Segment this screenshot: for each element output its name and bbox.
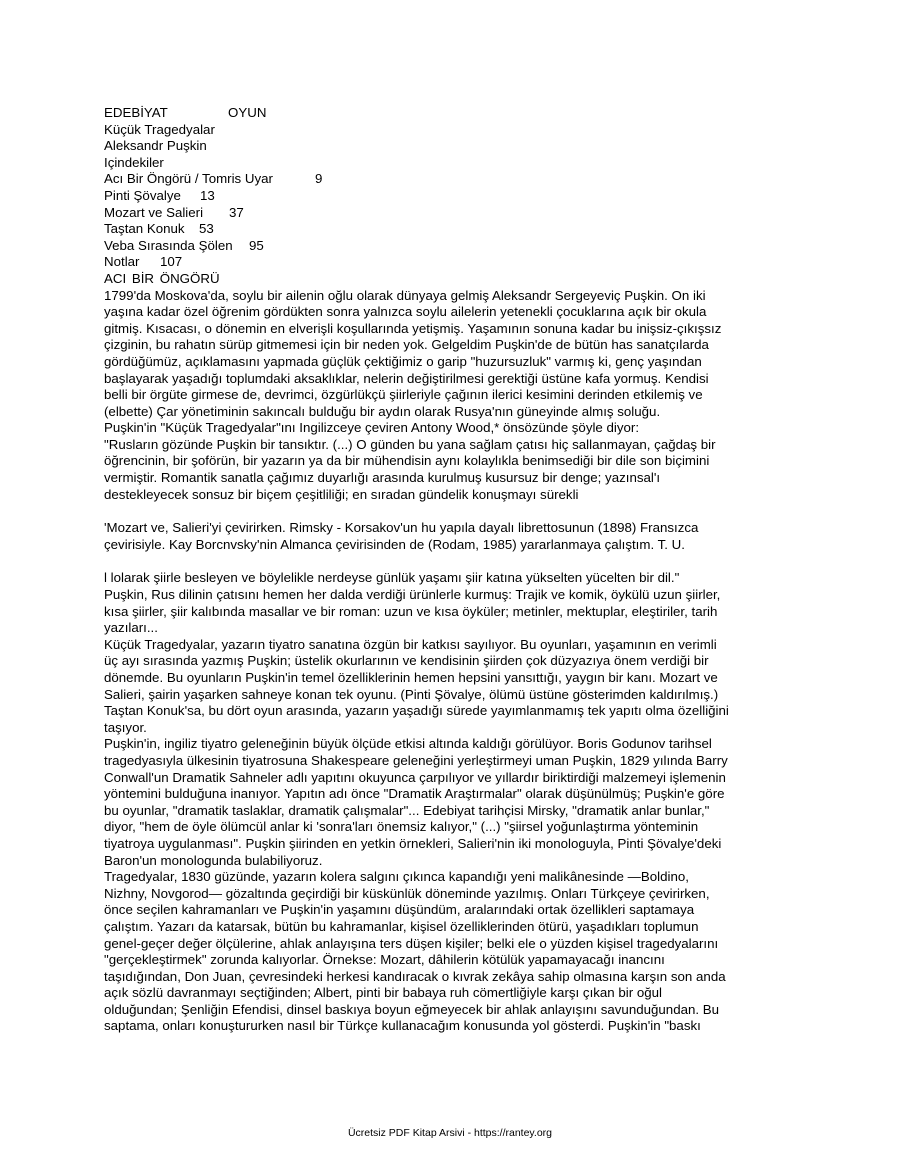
- text-line: bu oyunlar, "dramatik taslaklar, dramatik çalışmalar"... Edebiyat tarihçisi Mirsky, "dramatik anlar bunlar,": [104, 802, 710, 818]
- text-line: Taştan Konuk'sa, bu dört oyun arasında, yazarın yaşadığı sürede yayımlanmamış tek yapıtı olma özelliğini: [104, 703, 729, 719]
- text-line: taşıdığından, Don Juan, çevresindeki herkesi kandıracak o kıvrak zekâya sahip olmasına karşın son anda: [104, 968, 726, 984]
- book-title: Küçük Tragedyalar: [104, 121, 215, 137]
- toc-item-title: Pinti Şövalye: [104, 187, 181, 203]
- toc-item-page: 13: [200, 187, 215, 203]
- text-line: (elbette) Çar yönetiminin sakıncalı bulduğu bir aydın olarak Rusya'nın güneyinde almış soluğu.: [104, 403, 661, 419]
- toc-item-title: Notlar: [104, 254, 140, 270]
- text-line: diyor, "hem de öyle ölümcül anlar ki 'sonra'ları önemsiz kalıyor," (...) "şiirsel yoğunlaştırma yönteminin: [104, 819, 699, 835]
- text-line: gitmiş. Kısacası, o dönemin en elverişli koşullarında yetişmiş. Yaşamının sonuna kadar bu inişsiz-çıkışsız: [104, 320, 722, 336]
- text-line: yaşına kadar özel öğrenim gördükten sonra yalnızca soylu ailelerin yetenekli çocuklarına açık bir okula: [104, 304, 707, 320]
- footnote: [104, 520, 794, 553]
- text-line: 1799'da Moskova'da, soylu bir ailenin oğlu olarak dünyaya gelmiş Aleksandr Sergeyeviç Puşkin. On iki: [104, 287, 706, 303]
- text-line: Puşkin'in "Küçük Tragedyalar"ını Ingilizceye çeviren Antony Wood,* önsözünde şöyle diyor:: [104, 420, 640, 436]
- text-line: Baron'un monologunda bulabiliyoruz.: [104, 852, 323, 868]
- text-line: dönemde. Bu oyunların Puşkin'in temel özelliklerinin hemen hepsini yansıttığı, yaygın bir kanı. Mozart ve: [104, 670, 718, 685]
- text-line: başlayarak yaşadığı toplumdaki aksaklıklar, nelerin değiştirilmesi gerektiği üstüne kafa yormuş. Kendisi: [104, 370, 709, 386]
- author-name: Aleksandr Puşkin: [104, 138, 207, 154]
- text-line: Nizhny, Novgorod— gözaltında geçirdiği bir küskünlük döneminde yazılmış. Onları Türkçeye çevirirken,: [104, 885, 710, 901]
- section-title: ACI BİR ÖNGÖRÜ: [104, 270, 220, 286]
- text-line: Tragedyalar, 1830 güzünde, yazarın kolera salgını çıkınca kapandığı yeni malikânesinde —Boldino,: [104, 869, 689, 885]
- text-line: kısa şiirler, şiir kalıbında masallar ve bir roman: uzun ve kısa öyküler; metinler, mektuplar, eleştiriler, tarih: [104, 603, 718, 619]
- text-line: olduğundan; Şenliğin Efendisi, dinsel baskıya boyun eğmeyecek bir ahlak anlayışını savunduğundan. Bu: [104, 1001, 720, 1017]
- text-line: tiyatroya uygulanması". Puşkin şiirinden en yetkin örnekleri, Salieri'nin iki monologuyla, Pinti Şövalye'deki: [104, 835, 722, 851]
- text-line: yazıları...: [104, 620, 158, 636]
- text-line: saptama, onları konuştururken nasıl bir Türkçe kullanacağım konusunda yol gösterdi. Puşkin'in "baskı: [104, 1018, 701, 1034]
- text-line: taşıyor.: [104, 719, 147, 735]
- toc-item: [104, 254, 794, 271]
- toc-item-page: 95: [249, 237, 264, 253]
- text-line: "gerçekleştirmek" zorunda kalıyorlar. Örnekse: Mozart, dâhilerin kötülük yapamayacağı inancını: [104, 952, 665, 968]
- category-left: EDEBİYAT: [104, 105, 168, 120]
- text-line: gördüğümüz, açıklamasını yapmada güçlük çektiğimiz o garip "huzursuzluk" varmış ki, genç yaşından: [104, 353, 702, 369]
- text-line: "Rusların gözünde Puşkin bir tansıktır. (...) O günden bu yana sağlam çatısı hiç sallanmayan, çağdaş bir: [104, 436, 716, 452]
- category-line: [104, 105, 794, 122]
- toc-item-title: Taştan Konuk: [104, 221, 185, 237]
- toc-item-page: 37: [229, 204, 244, 220]
- toc-item: [104, 238, 794, 255]
- footnote-line: çevirisiyle. Kay Borcnvsky'nin Almanca çevirisinden de (Rodam, 1985) yararlanmaya çalıştım. T. U.: [104, 536, 685, 552]
- text-line: yöntemini bulduğuna inanıyor. Yapıtın adı önce "Dramatik Araştırmalar" olarak düşünülmüş; Puşkin'e göre: [104, 786, 725, 802]
- text-line: vermiştir. Romantik sanatla çağımız duyarlığı arasında kurulmuş kusursuz bir denge; yazınsal'ı: [104, 470, 661, 486]
- text-line: Puşkin, Rus dilinin çatısını hemen her dalda verdiği ürünlerle kurmuş: Trajik ve komik, öykülü uzun şiirler,: [104, 587, 721, 603]
- text-line: öğrencinin, bir şoförün, bir yazarın ya da bir mühendisin aynı kolaylıkla benimsediği bir dile son biçimini: [104, 453, 710, 469]
- table-of-contents: [104, 171, 794, 271]
- text-line: Conwall'un Dramatik Sahneler adlı yapıtını okuyunca çarpılıyor ve yıllardır biriktirdiği malzemeyi işlemenin: [104, 769, 726, 785]
- text-line: Puşkin'in, ingiliz tiyatro geleneğinin büyük ölçüde etkisi altında kaldığı görülüyor. Boris Godunov tarihsel: [104, 736, 712, 752]
- main-text: [104, 570, 794, 1035]
- toc-item: [104, 221, 794, 238]
- toc-item: [104, 171, 794, 188]
- toc-item-page: 53: [199, 221, 214, 237]
- toc-item-page: 9: [315, 171, 323, 187]
- footnote-line: 'Mozart ve, Salieri'yi çevirirken. Rimsky - Korsakov'un hu yapıla dayalı librettosunun (1898) Fransızca: [104, 520, 699, 536]
- text-line: destekleyecek sonsuz bir biçem çeşitliliği; en sıradan gündelik konuşmayı sürekli: [104, 486, 579, 502]
- toc-item-title: Acı Bir Öngörü / Tomris Uyar: [104, 171, 273, 187]
- toc-item-title: Mozart ve Salieri: [104, 204, 204, 220]
- toc-item-title: Veba Sırasında Şölen: [104, 237, 233, 253]
- text-line: Salieri, şairin yaşarken sahneye konan tek oyunu. (Pinti Şövalye, ölümü üstüne gösterimden kaldırılmış.): [104, 686, 719, 702]
- toc-item: [104, 205, 794, 222]
- page-footer: Ücretsiz PDF Kitap Arsivi - https://rantey.org: [347, 1127, 553, 1139]
- toc-item: [104, 188, 794, 205]
- text-line: Küçük Tragedyalar, yazarın tiyatro sanatına özgün bir katkısı sayılıyor. Bu oyunları, yaşamının en verimli: [104, 636, 717, 652]
- text-line: çizginin, bu rahatın sürüp gitmemesi için bir neden yok. Gelgeldim Puşkin'de de bütün has sanatçılarda: [104, 337, 709, 353]
- text-line: çalıştım. Yazarı da katarsak, bütün bu kahramanlar, kişisel özelliklerinden ötürü, yaşadıkları toplumun: [104, 918, 699, 934]
- document-body: [104, 105, 794, 1035]
- text-line: tragedyasıyla ülkesinin tiyatrosuna Shakespeare geleneğini yerleştirmeyi uman Puşkin, 1829 yılında Barry: [104, 752, 728, 768]
- text-line: belli bir örgüte girmese de, devrimci, özgürlükçü şiirleriyle çağının ilerici kesimini derinden etkilemiş ve: [104, 387, 703, 403]
- text-line: genel-geçer değer ölçülerine, ahlak anlayışına ters düşen kişiler; belki ele o yüzden kişisel tragedyalarını: [104, 935, 719, 951]
- toc-heading: Içindekiler: [104, 154, 164, 170]
- text-line: önce seçilen kahramanları ve Puşkin'in yaşamını düşündüm, aralarındaki ortak özellikleri saptamaya: [104, 902, 695, 918]
- toc-item-page: 107: [160, 254, 183, 270]
- text-line: l lolarak şiirle besleyen ve böylelikle nerdeyse günlük yaşamı şiir katına yükselten yücelten bir dil.": [104, 570, 680, 586]
- text-line: açık sözlü davranmayı seçtiğinden; Albert, pinti bir babaya ruh cömertliğiyle karşı çıkan bir oğul: [104, 985, 663, 1001]
- category-right: OYUN: [228, 105, 267, 120]
- intro-text: [104, 288, 794, 504]
- text-line: üç ayı sırasında yazmış Puşkin; üstelik okurlarının ve kendisinin şiirden çok düzyazıya önem verdiği bir: [104, 653, 709, 669]
